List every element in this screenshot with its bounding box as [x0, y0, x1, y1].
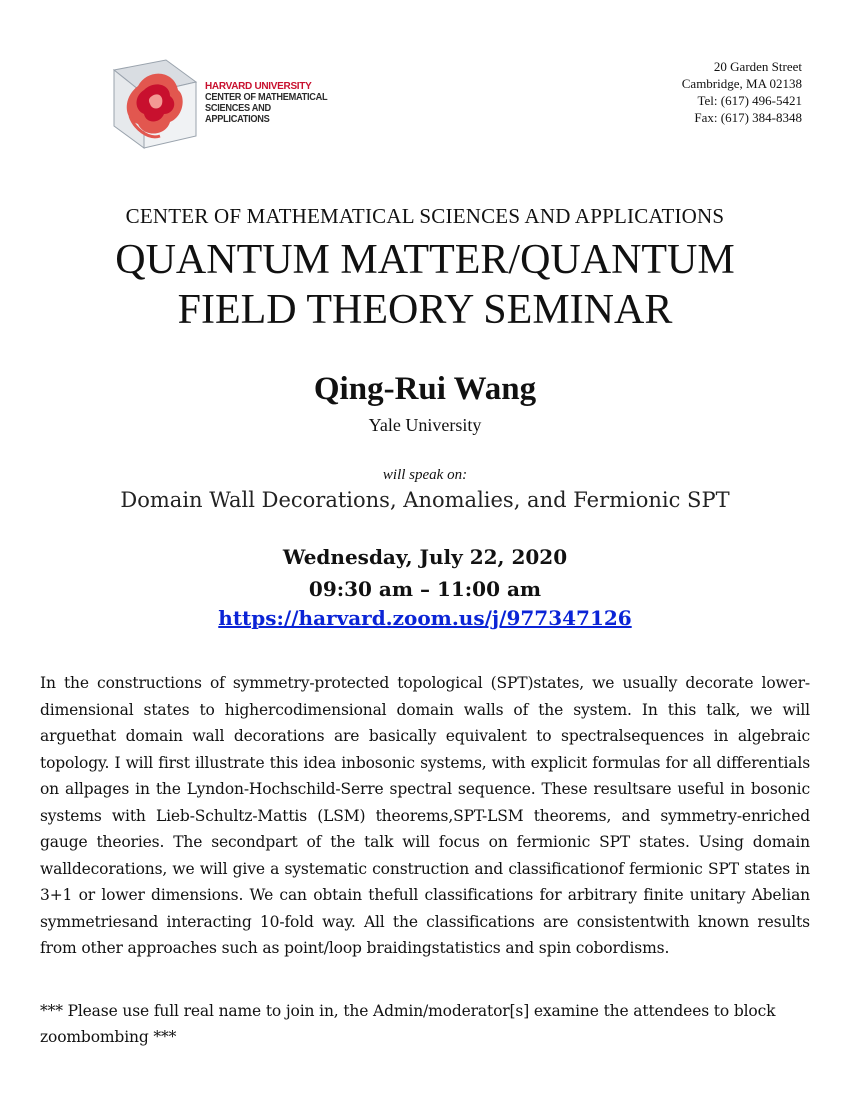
- speaker-name: Qing-Rui Wang: [313, 371, 537, 407]
- seminar-title-line1: QUANTUM MATTER/QUANTUM: [115, 237, 735, 283]
- zoom-link-container: [0, 606, 850, 630]
- address-city: Cambridge, MA 02138: [681, 76, 802, 91]
- seminar-title-line2: FIELD THEORY SEMINAR: [177, 287, 673, 333]
- event-date: Wednesday, July 22, 2020: [282, 545, 568, 569]
- event-time: 09:30 am – 11:00 am: [308, 577, 542, 601]
- seminar-title: [0, 235, 850, 335]
- address-fax: Fax: (617) 384-8348: [694, 110, 802, 125]
- cmsa-cube-logo-icon: [108, 56, 200, 152]
- logo-center-line2: SCIENCES AND APPLICATIONS: [205, 103, 271, 125]
- logo-university: HARVARD UNIVERSITY: [205, 81, 312, 92]
- will-speak-intro: will speak on:: [382, 467, 468, 483]
- zoombombing-notice: *** Please use full real name to join in, the Admin/moderator[s] examine the attendees to block zoombombing ***: [40, 1002, 776, 1046]
- logo-text: [205, 81, 340, 125]
- address-street: 20 Garden Street: [713, 59, 802, 74]
- talk-title: Domain Wall Decorations, Anomalies, and Fermionic SPT: [120, 488, 730, 512]
- address-block: [682, 58, 802, 126]
- address-tel: Tel: (617) 496-5421: [697, 93, 802, 108]
- logo-center-line1: CENTER OF MATHEMATICAL: [205, 92, 328, 103]
- zoom-link[interactable]: https://harvard.zoom.us/j/977347126: [218, 606, 632, 630]
- abstract-text: In the constructions of symmetry-protected topological (SPT)states, we usually decorate lower-dimensional states to highercodimensional domain walls of the system. In this talk, we will arguethat domain wall decorations are basically equivalent to spectralsequences in algebraic topology. I will first illustrate this idea inbosonic systems, with explicit formulas for all differentials on allpages in the Lyndon-Hochschild-Serre spectral sequence. These resultsare useful in bosonic systems with Lieb-Schultz-Mattis (LSM) theorems,SPT-LSM theorems, and symmetry-enriched gauge theories. The secondpart of the talk will focus on fermionic SPT states. Using domain walldecorations, we will give a systematic construction and classificationof fermionic SPT states in 3+1 or lower dimensions. We can obtain thefull classifications for arbitrary finite unitary Abelian symmetriesand interacting 10-fold way. All the classifications are consistentwith known results from other approaches such as point/loop braidingstatistics and spin cobordisms.: [40, 674, 810, 957]
- speaker-affiliation: Yale University: [368, 415, 482, 435]
- cmsa-logo: [108, 56, 340, 152]
- center-name: CENTER OF MATHEMATICAL SCIENCES AND APPLICATIONS: [125, 204, 725, 228]
